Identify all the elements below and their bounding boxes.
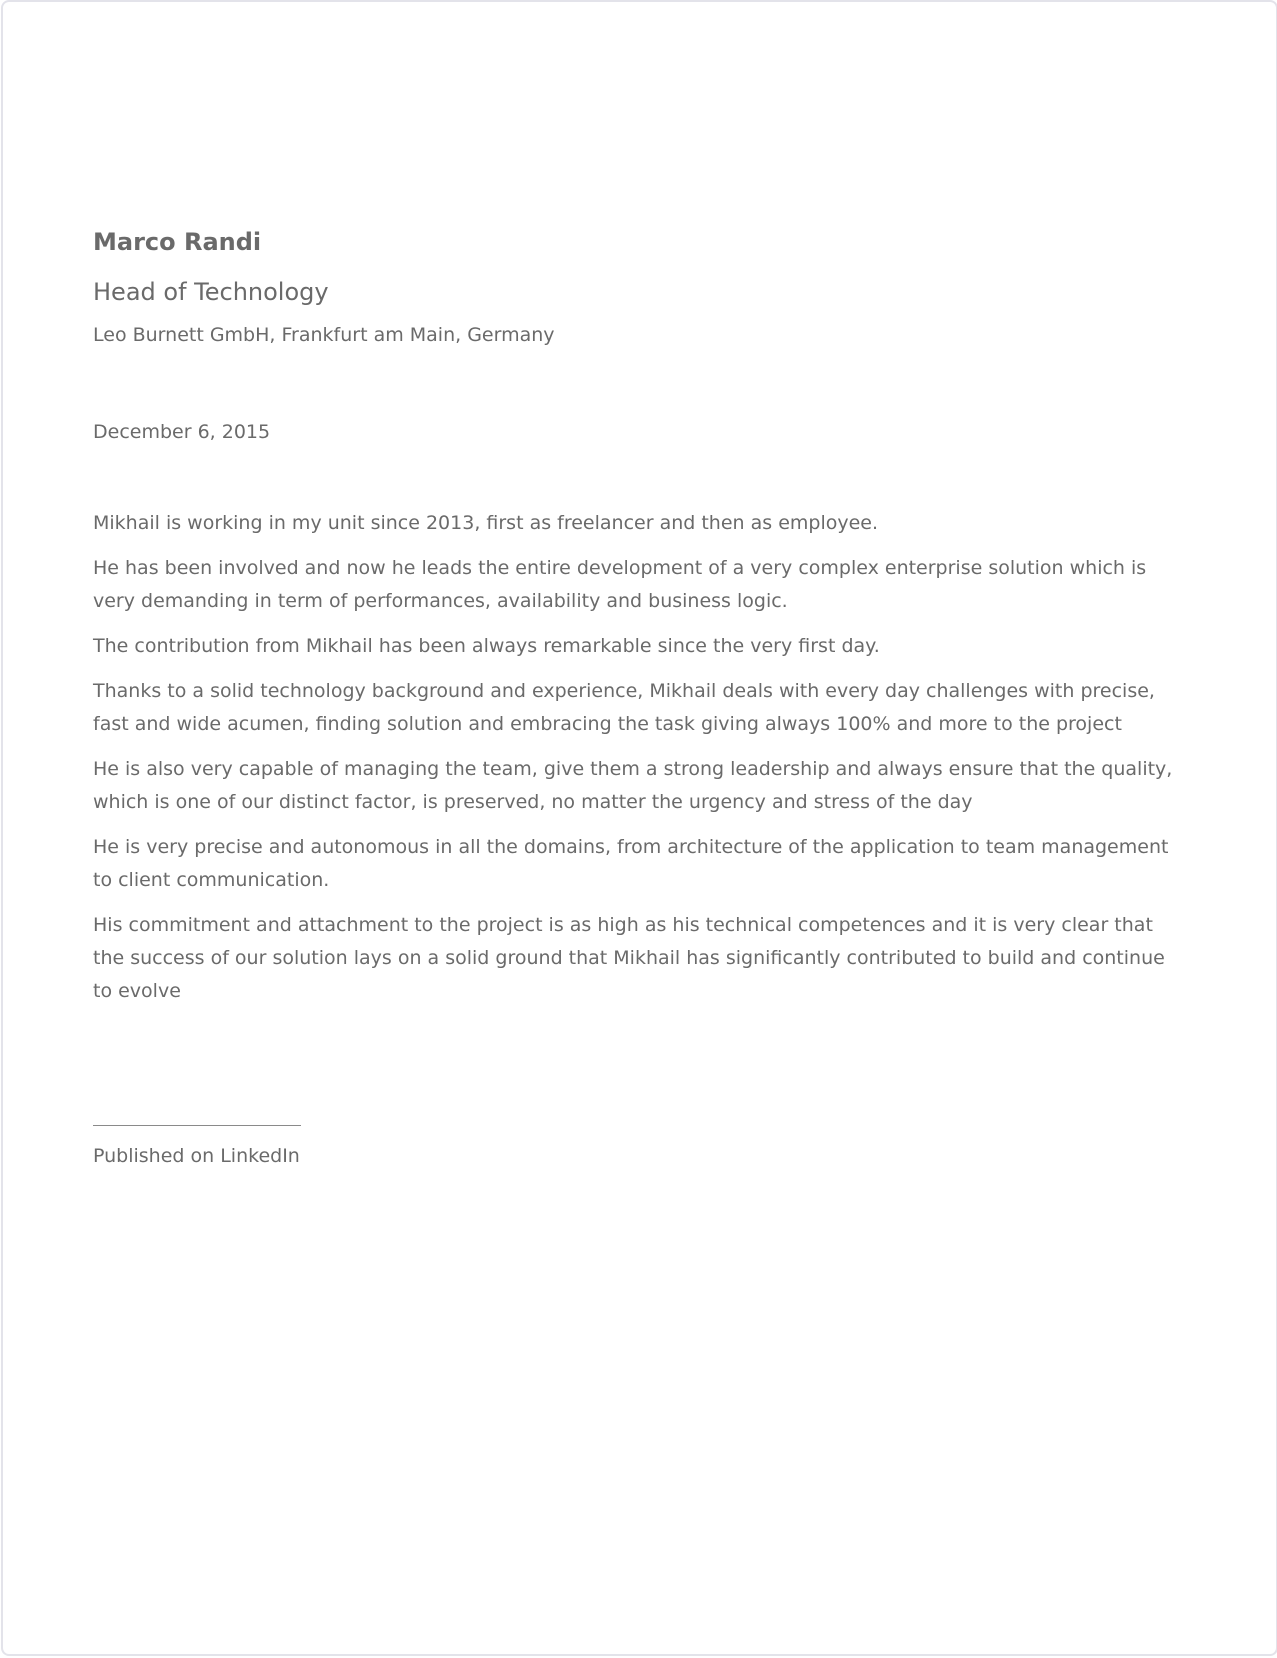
letter-body <box>93 507 1173 1008</box>
author-title: Head of Technology <box>93 278 329 306</box>
source-note: Published on LinkedIn <box>93 1145 300 1167</box>
author-company: Leo Burnett GmbH, Frankfurt am Main, Germany <box>93 324 555 346</box>
letter-date: December 6, 2015 <box>93 421 271 443</box>
paragraph: He has been involved and now he leads the entire development of a very complex enterprise solution which is very demanding in term of performances, availability and business logic. <box>93 557 1147 612</box>
paragraph: Thanks to a solid technology background and experience, Mikhail deals with every day challenges with precise, fast and wide acumen, finding solution and embracing the task giving always 100% and more to the project <box>93 680 1155 735</box>
recommendation-letter <box>1 0 1277 1656</box>
paragraph: His commitment and attachment to the project is as high as his technical competences and it is very clear that the success of our solution lays on a solid ground that Mikhail has significantly contributed to build and continue to evolve <box>93 914 1165 1002</box>
author-name: Marco Randi <box>93 228 262 256</box>
paragraph: Mikhail is working in my unit since 2013, first as freelancer and then as employee. <box>93 512 879 534</box>
paragraph: He is also very capable of managing the team, give them a strong leadership and always ensure that the quality, which is one of our distinct factor, is preserved, no matter the urgency and stress of the day <box>93 758 1173 813</box>
signature-divider <box>93 1125 301 1126</box>
paragraph: He is very precise and autonomous in all the domains, from architecture of the application to team management to client communication. <box>93 836 1169 891</box>
letter-content <box>93 227 1173 1169</box>
paragraph: The contribution from Mikhail has been always remarkable since the very first day. <box>93 635 880 657</box>
